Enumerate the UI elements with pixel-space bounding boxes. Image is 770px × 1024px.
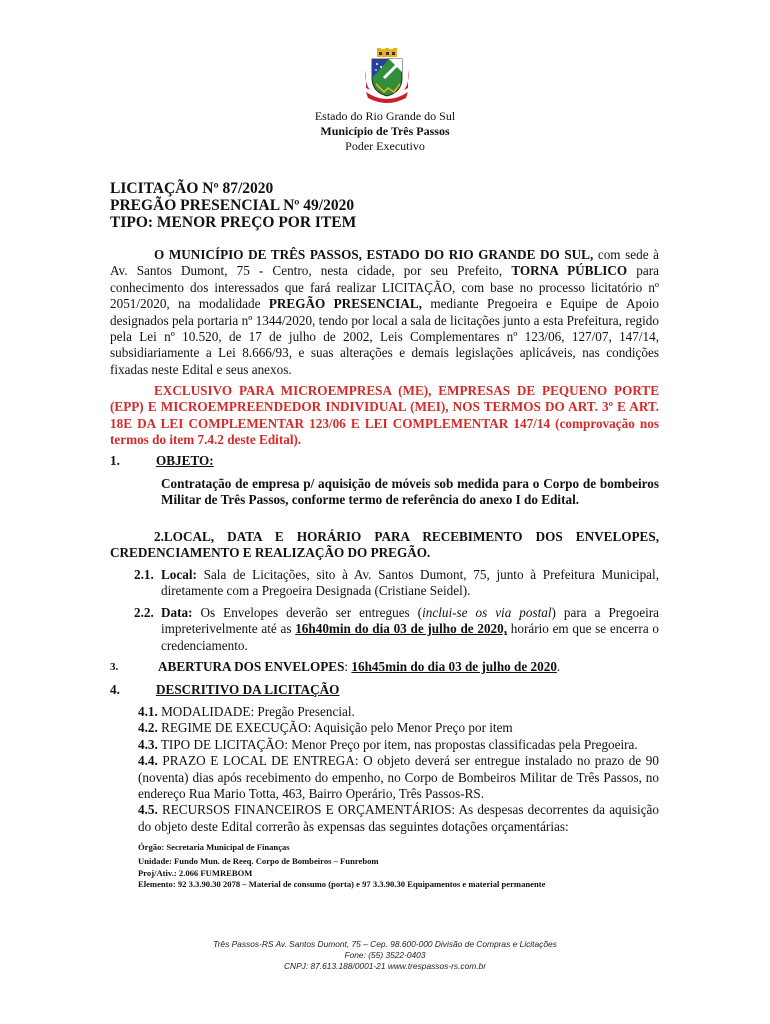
section-4-3-text: TIPO DE LICITAÇÃO: Menor Preço por item, nas propostas classificadas pela Pregoeira. — [157, 736, 638, 752]
title-tipo: TIPO: MENOR PREÇO POR ITEM — [110, 214, 357, 231]
section-3-title: ABERTURA DOS ENVELOPES — [158, 659, 345, 674]
section-4-5 — [138, 802, 659, 835]
intro-bold-start: O MUNICÍPIO DE TRÊS PASSOS, ESTADO DO RIO GRANDE DO SUL, — [154, 247, 594, 262]
section-2-2-number: 2.2. — [134, 605, 154, 620]
section-2-2-body-1: Os Envelopes deverão ser entregues ( — [192, 605, 423, 620]
section-2-title: LOCAL, DATA E HORÁRIO PARA RECEBIMENTO DOS ENVELOPES, CREDENCIAMENTO E REALIZAÇÃO DO PREGÃO. — [110, 529, 659, 561]
title-licitacao: LICITAÇÃO Nº 87/2020 — [110, 180, 274, 197]
budget-proj: Proj/Ativ.: 2.066 FUMREBOM — [138, 868, 253, 878]
section-4-1-number: 4.1. — [138, 704, 158, 719]
section-4-number: 4. — [110, 682, 120, 697]
section-1-number: 1. — [110, 453, 120, 468]
header-state: Estado do Rio Grande do Sul — [314, 109, 456, 123]
section-4-4-number: 4.4. — [138, 753, 158, 769]
exclusive-notice: EXCLUSIVO PARA MICROEMPRESA (ME), EMPRESAS DE PEQUENO PORTE (EPP) E MICROEMPREENDEDOR INDIVIDUAL (MEI), NOS TERMOS DO ART. 3º E ART. 18E DA LEI COMPLEMENTAR 123/06 E LEI COMPLEMENTAR 147/14 (comprovação nos termos do item 7.4.2 deste Edital). — [110, 383, 659, 448]
section-2-2-italic: inclui-se os via postal — [422, 605, 552, 620]
footer-address: Três Passos-RS Av. Santos Dumont, 75 – Cep. 98.600-000 Divisão de Compras e Licitações — [213, 939, 557, 949]
section-2-1-text — [161, 567, 659, 600]
header-branch: Poder Executivo — [345, 139, 425, 153]
section-2-1-label: Local: — [161, 567, 197, 582]
title-pregao: PREGÃO PRESENCIAL Nº 49/2020 — [110, 197, 355, 214]
intro-text-3: mediante Pregoeira e Equipe de Apoio designados pela portaria nº 1344/2020, tendo por local a sala de licitações junto a esta Prefeitura, regido pela Lei nº 10.520, de 17 de julho de 2002, Leis Complementares nº 123/06, 127/07, 147/14, subsidiariamente a Lei 8.666/93, e suas alterações e demais legislações aplicáveis, nas condições fixadas neste Edital e seus anexos. — [110, 296, 659, 377]
section-4-2-number: 4.2. — [138, 720, 158, 736]
footer-cnpj-website: CNPJ: 87.613.188/0001-21 www.trespassos-rs.com.br — [283, 961, 487, 971]
section-2-2-body-3: horário em que se encerra o credenciamento. — [161, 621, 659, 653]
intro-paragraph — [110, 247, 659, 378]
section-4-2 — [138, 720, 659, 736]
municipal-coat-of-arms-icon — [362, 48, 412, 104]
budget-orgao: Órgão: Secretaria Municipal de Finanças — [138, 842, 290, 852]
section-3-line — [158, 659, 560, 675]
section-2-2-deadline: 16h40min do dia 03 de julho de 2020, — [295, 621, 508, 637]
intro-text-1: com sede à Av. Santos Dumont, 75 - Centro, nesta cidade, por seu Prefeito, — [110, 247, 660, 279]
section-2-2-text — [161, 605, 659, 654]
section-3-number: 3. — [110, 661, 119, 673]
section-4-title: DESCRITIVO DA LICITAÇÃO — [156, 682, 340, 697]
section-2-2-body-2: ) para a Pregoeira impreterivelmente até as — [161, 605, 659, 637]
section-4-4-text: PRAZO E LOCAL DE ENTREGA: O objeto deverá ser entregue instalado no prazo de 90 (noventa) dias após recebimento do empenho, no Corpo de Bombeiros Militar de Três Passos, no endereço Rua Mario Totta, 463, Bairro Operário, Três Passos-RS. — [138, 753, 659, 802]
section-3-colon: : — [344, 659, 352, 674]
section-3-end: . — [556, 659, 561, 674]
section-4-3-number: 4.3. — [138, 736, 158, 752]
section-2-number: 2. — [154, 529, 164, 544]
section-3-time: 16h45min do dia 03 de julho de 2020 — [351, 659, 557, 674]
section-2-1-number: 2.1. — [134, 567, 154, 582]
section-2-heading — [110, 529, 659, 562]
section-4-1-text: MODALIDADE: Pregão Presencial. — [157, 704, 355, 719]
section-4-3 — [138, 737, 659, 753]
section-2-2-label: Data: — [161, 605, 193, 620]
intro-torna-publico: TORNA PÚBLICO — [511, 263, 628, 279]
section-4-5-number: 4.5. — [138, 802, 158, 818]
section-1-title: OBJETO: — [156, 453, 214, 468]
budget-unidade: Unidade: Fundo Mun. de Reeq. Corpo de Bombeiros – Funrebom — [138, 856, 379, 866]
document-titles — [110, 180, 356, 231]
section-4-1 — [138, 704, 659, 720]
section-4-4 — [138, 753, 659, 802]
footer-phone: Fone: (55) 3522-0403 — [344, 950, 426, 960]
intro-text-2: para conhecimento dos interessados que fará realizar LICITAÇÃO, com base no processo licitatório nº 2051/2020, na modalidade — [110, 263, 659, 312]
section-4-2-text: REGIME DE EXECUÇÃO: Aquisição pelo Menor Preço por item — [157, 720, 513, 736]
section-4-items — [138, 704, 659, 835]
budget-elemento: Elemento: 92 3.3.90.30 2078 – Material de consumo (porta) e 97 3.3.90.30 Equipamentos e material permanente — [138, 879, 546, 889]
header-municipality: Município de Três Passos — [320, 124, 450, 138]
section-4-5-text: RECURSOS FINANCEIROS E ORÇAMENTÁRIOS: As despesas decorrentes da aquisição do objeto deste Edital correrão às expensas das seguintes dotações orçamentárias: — [138, 802, 659, 834]
section-1-text: Contratação de empresa p/ aquisição de móveis sob medida para o Corpo de bombeiros Militar de Três Passos, conforme termo de referência do anexo I do Edital. — [161, 476, 659, 508]
section-2-1-body: Sala de Licitações, sito à Av. Santos Dumont, 75, junto à Prefeitura Municipal, diretamente com a Pregoeira Designada (Cristiane Seidel). — [161, 567, 659, 599]
intro-pregao-presencial: PREGÃO PRESENCIAL, — [268, 296, 422, 312]
